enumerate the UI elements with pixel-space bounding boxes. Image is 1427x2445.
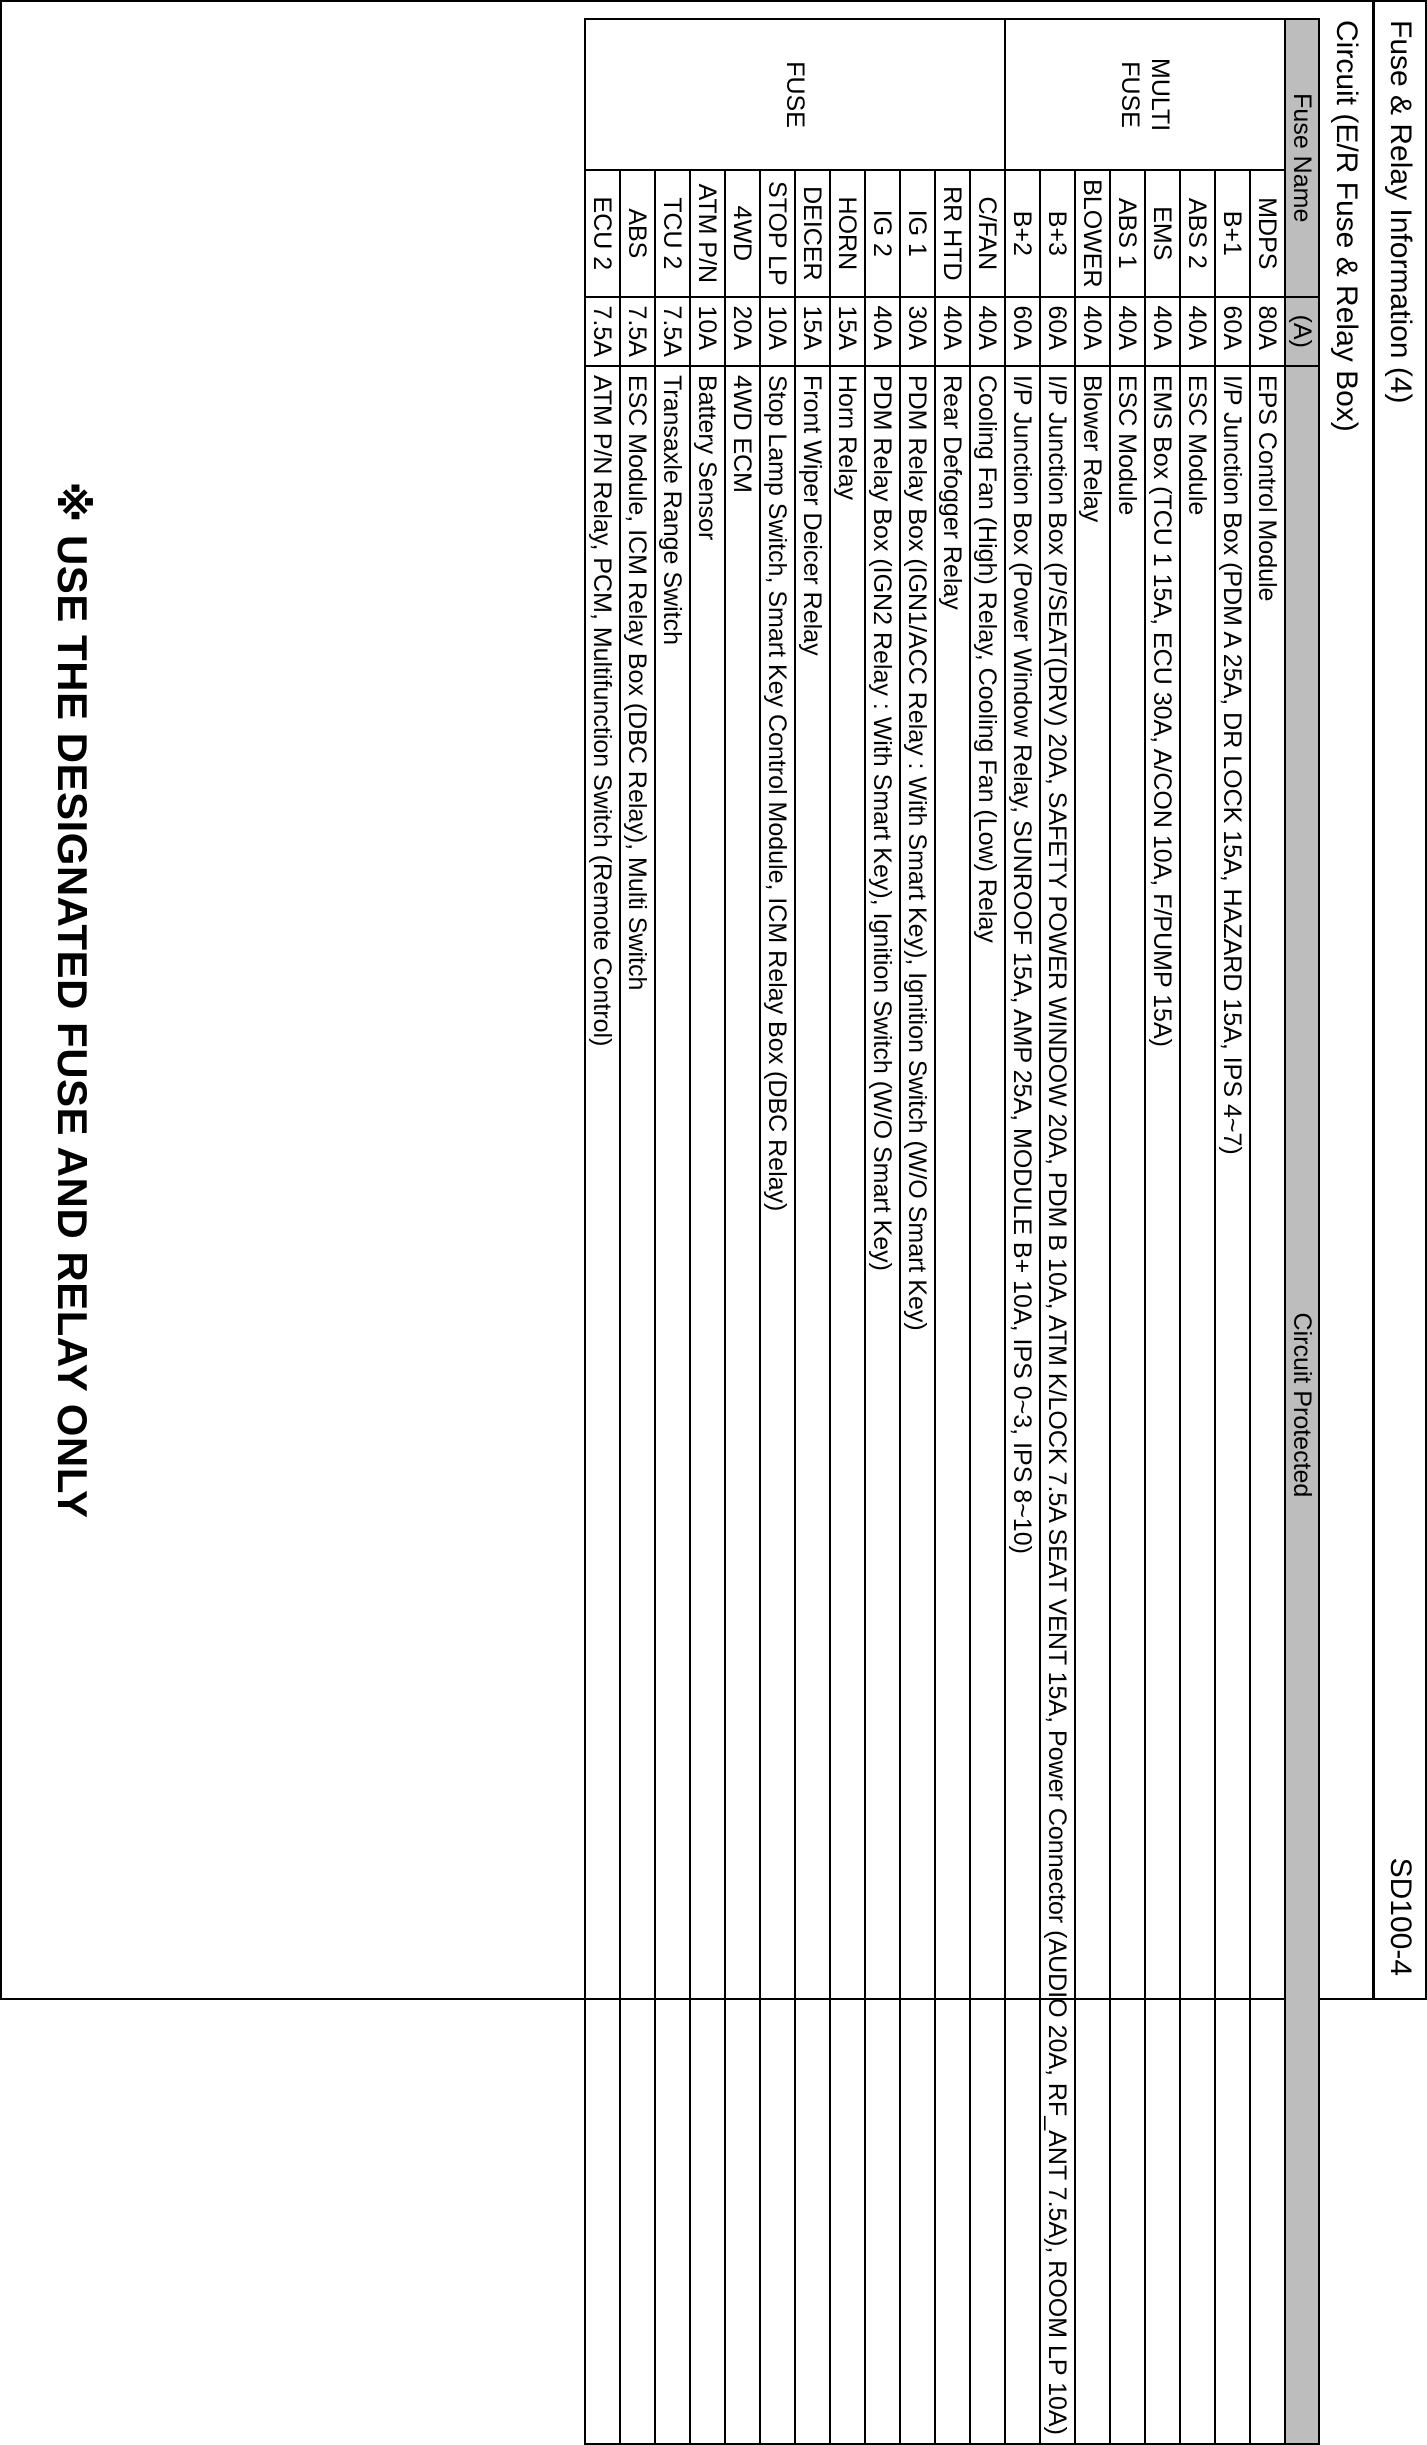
- column-header-circuit-protected: Circuit Protected: [1285, 366, 1319, 2444]
- fuse-name-cell: 4WD: [725, 170, 760, 296]
- circuit-protected-cell: EPS Control Module: [1250, 366, 1285, 2444]
- document-title: Fuse & Relay Information (4): [1384, 20, 1417, 404]
- fuse-name-cell: RR HTD: [935, 170, 970, 296]
- table-row: [1180, 19, 1215, 2444]
- column-header-fuse-name: Fuse Name: [1285, 19, 1319, 297]
- amperage-cell: 40A: [1075, 297, 1110, 366]
- table-header-row: [1285, 19, 1319, 2444]
- table-row: [830, 19, 865, 2444]
- fuse-table: [584, 18, 1320, 2445]
- amperage-cell: 10A: [690, 297, 725, 366]
- amperage-cell: 15A: [830, 297, 865, 366]
- circuit-protected-cell: ESC Module: [1180, 366, 1215, 2444]
- table-row: [1110, 19, 1145, 2444]
- circuit-protected-cell: Cooling Fan (High) Relay, Cooling Fan (Low) Relay: [970, 366, 1005, 2444]
- table-row: [1075, 19, 1110, 2444]
- circuit-protected-cell: ATM P/N Relay, PCM, Multifunction Switch (Remote Control): [585, 366, 620, 2444]
- fuse-name-cell: EMS: [1145, 170, 1180, 296]
- fuse-name-cell: ABS 1: [1110, 170, 1145, 296]
- circuit-protected-cell: I/P Junction Box (P/SEAT(DRV) 20A, SAFETY POWER WINDOW 20A, PDM B 10A, ATM K/LOCK 7.5A SEAT VENT 15A, Power Connector (AUDIO 20A, RF_ANT 7.5A), ROOM LP 10A): [1040, 366, 1075, 2444]
- table-row: [1215, 19, 1250, 2444]
- amperage-cell: 40A: [865, 297, 900, 366]
- circuit-protected-cell: Rear Defogger Relay: [935, 366, 970, 2444]
- amperage-cell: 40A: [935, 297, 970, 366]
- circuit-protected-cell: ESC Module, ICM Relay Box (DBC Relay), Multi Switch: [620, 366, 655, 2444]
- amperage-cell: 60A: [1040, 297, 1075, 366]
- amperage-cell: 40A: [970, 297, 1005, 366]
- fuse-name-cell: C/FAN: [970, 170, 1005, 296]
- fuse-name-cell: MDPS: [1250, 170, 1285, 296]
- fuse-name-cell: B+2: [1005, 170, 1040, 296]
- fuse-name-cell: IG 1: [900, 170, 935, 296]
- table-row: [1040, 19, 1075, 2444]
- fuse-name-cell: BLOWER: [1075, 170, 1110, 296]
- circuit-protected-cell: ESC Module: [1110, 366, 1145, 2444]
- table-row: [585, 19, 620, 2444]
- circuit-protected-cell: Stop Lamp Switch, Smart Key Control Module, ICM Relay Box (DBC Relay): [760, 366, 795, 2444]
- amperage-cell: 30A: [900, 297, 935, 366]
- amperage-cell: 40A: [1145, 297, 1180, 366]
- warning-note: ※ USE THE DESIGNATED FUSE AND RELAY ONLY: [49, 481, 96, 1519]
- amperage-cell: 7.5A: [620, 297, 655, 366]
- table-row: [690, 19, 725, 2444]
- fuse-name-cell: B+3: [1040, 170, 1075, 296]
- fuse-name-cell: ECU 2: [585, 170, 620, 296]
- circuit-protected-cell: PDM Relay Box (IGN2 Relay : With Smart Key), Ignition Switch (W/O Smart Key): [865, 366, 900, 2444]
- table-row: [620, 19, 655, 2444]
- group-label-fuse: FUSE: [585, 19, 1005, 170]
- table-row: [1250, 19, 1285, 2444]
- fuse-name-cell: ABS: [620, 170, 655, 296]
- column-header-amperage: (A): [1285, 297, 1319, 366]
- table-row: [725, 19, 760, 2444]
- table-row: [760, 19, 795, 2444]
- circuit-protected-cell: Horn Relay: [830, 366, 865, 2444]
- table-row: [655, 19, 690, 2444]
- circuit-protected-cell: I/P Junction Box (Power Window Relay, SUNROOF 15A, AMP 25A, MODULE B+ 10A, IPS 0~3, IPS 8~10): [1005, 366, 1040, 2444]
- circuit-protected-cell: I/P Junction Box (PDM A 25A, DR LOCK 15A, HAZARD 15A, IPS 4~7): [1215, 366, 1250, 2444]
- section-title: Circuit (E/R Fuse & Relay Box): [1330, 20, 1363, 432]
- fuse-name-cell: DEICER: [795, 170, 830, 296]
- amperage-cell: 60A: [1215, 297, 1250, 366]
- amperage-cell: 20A: [725, 297, 760, 366]
- header-divider: [1372, 0, 1375, 2000]
- fuse-name-cell: B+1: [1215, 170, 1250, 296]
- fuse-name-cell: TCU 2: [655, 170, 690, 296]
- circuit-protected-cell: Blower Relay: [1075, 366, 1110, 2444]
- table-body: [585, 19, 1285, 2444]
- table-row: [1005, 19, 1040, 2444]
- fuse-name-cell: HORN: [830, 170, 865, 296]
- fuse-name-cell: STOP LP: [760, 170, 795, 296]
- amperage-cell: 40A: [1180, 297, 1215, 366]
- circuit-protected-cell: Battery Sensor: [690, 366, 725, 2444]
- table-row: [1145, 19, 1180, 2444]
- circuit-protected-cell: EMS Box (TCU 1 15A, ECU 30A, A/CON 10A, F/PUMP 15A): [1145, 366, 1180, 2444]
- table-row: [900, 19, 935, 2444]
- circuit-protected-cell: PDM Relay Box (IGN1/ACC Relay : With Smart Key), Ignition Switch (W/O Smart Key): [900, 366, 935, 2444]
- group-label-multi-fuse: MULTI FUSE: [1005, 19, 1285, 170]
- table-row: [935, 19, 970, 2444]
- fuse-name-cell: ATM P/N: [690, 170, 725, 296]
- fuse-name-cell: ABS 2: [1180, 170, 1215, 296]
- circuit-protected-cell: Transaxle Range Switch: [655, 366, 690, 2444]
- circuit-protected-cell: Front Wiper Deicer Relay: [795, 366, 830, 2444]
- table-row: [865, 19, 900, 2444]
- amperage-cell: 7.5A: [585, 297, 620, 366]
- document-code: SD100-4: [1384, 1857, 1417, 1976]
- circuit-protected-cell: 4WD ECM: [725, 366, 760, 2444]
- table-row: [795, 19, 830, 2444]
- amperage-cell: 15A: [795, 297, 830, 366]
- amperage-cell: 60A: [1005, 297, 1040, 366]
- fuse-name-cell: IG 2: [865, 170, 900, 296]
- table-row: [970, 19, 1005, 2444]
- amperage-cell: 80A: [1250, 297, 1285, 366]
- amperage-cell: 40A: [1110, 297, 1145, 366]
- amperage-cell: 10A: [760, 297, 795, 366]
- amperage-cell: 7.5A: [655, 297, 690, 366]
